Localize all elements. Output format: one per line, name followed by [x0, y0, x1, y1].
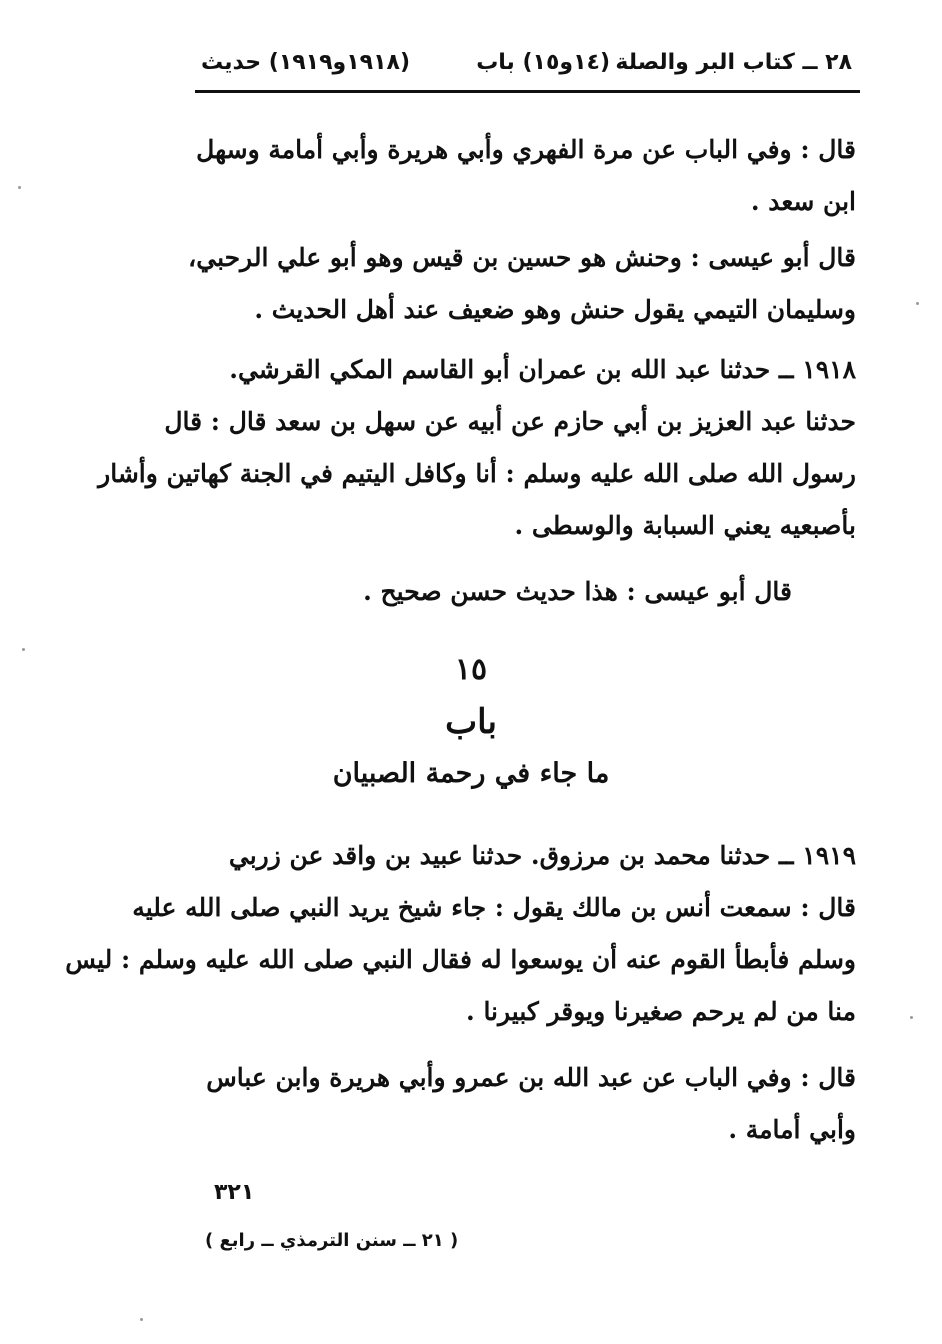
header-hadith-ref: (١٩١٨و١٩١٩) حديث [201, 50, 411, 75]
paragraph-bab-2 [196, 1052, 856, 1156]
text-line: وأبي أمامة . [728, 1115, 856, 1144]
text-line: وسلم فأبطأ القوم عنه أن يوسعوا له فقال النبي صلى الله عليه وسلم : ليس [65, 945, 856, 974]
running-header [195, 44, 860, 92]
text-line: وسليمان التيمي يقول حنش وهو ضعيف عند أهل الحديث . [254, 295, 856, 324]
scan-speck [22, 648, 25, 651]
text-line: قال : وفي الباب عن مرة الفهري وأبي هريرة وأبي أمامة وسهل [196, 135, 856, 164]
text-line: قال : سمعت أنس بن مالك يقول : جاء شيخ يريد النبي صلى الله عليه [132, 893, 856, 922]
text-line: منا من لم يرحم صغيرنا ويوقر كبيرنا . [466, 997, 856, 1026]
text-line: رسول الله صلى الله عليه وسلم : أنا وكافل اليتيم في الجنة كهاتين وأشار [98, 459, 856, 488]
text-line: ١٩١٩ ــ حدثنا محمد بن مرزوق. حدثنا عبيد بن واقد عن زربي [228, 841, 856, 870]
paragraph-grading [192, 566, 792, 618]
text-line: حدثنا عبد العزيز بن أبي حازم عن أبيه عن سهل بن سعد قال : قال [164, 407, 856, 436]
text-line: ١٩١٨ ــ حدثنا عبد الله بن عمران أبو القاسم المكي القرشي. [229, 355, 856, 384]
scan-speck [916, 302, 919, 305]
hadith-1918 [98, 344, 856, 552]
hadith-1919 [65, 830, 856, 1038]
header-chapter-ref: (١٤و١٥) باب [476, 50, 610, 75]
scan-speck [910, 1016, 913, 1019]
scan-speck [140, 1318, 143, 1321]
page-number: ٣٢١ [214, 1180, 255, 1205]
scan-speck [18, 186, 21, 189]
paragraph-abu-isa [188, 232, 856, 336]
text-line: قال : وفي الباب عن عبد الله بن عمرو وأبي هريرة وابن عباس [206, 1063, 856, 1092]
text-line: ابن سعد . [750, 187, 856, 216]
signature-mark: ( ٢١ ــ سنن الترمذي ــ رابع ) [205, 1230, 459, 1251]
header-book-title: ٢٨ ــ كتاب البر والصلة [615, 50, 852, 75]
chapter-label: باب [445, 702, 497, 742]
chapter-number: ١٥ [454, 652, 488, 687]
header-rule [195, 90, 860, 93]
text-line: قال أبو عيسى : هذا حديث حسن صحيح . [363, 577, 792, 606]
chapter-title: ما جاء في رحمة الصبيان [332, 758, 610, 789]
text-line: قال أبو عيسى : وحنش هو حسين بن قيس وهو أبو علي الرحبي، [188, 243, 856, 272]
paragraph-bab [196, 124, 856, 228]
text-line: بأصبعيه يعني السبابة والوسطى . [514, 511, 856, 540]
